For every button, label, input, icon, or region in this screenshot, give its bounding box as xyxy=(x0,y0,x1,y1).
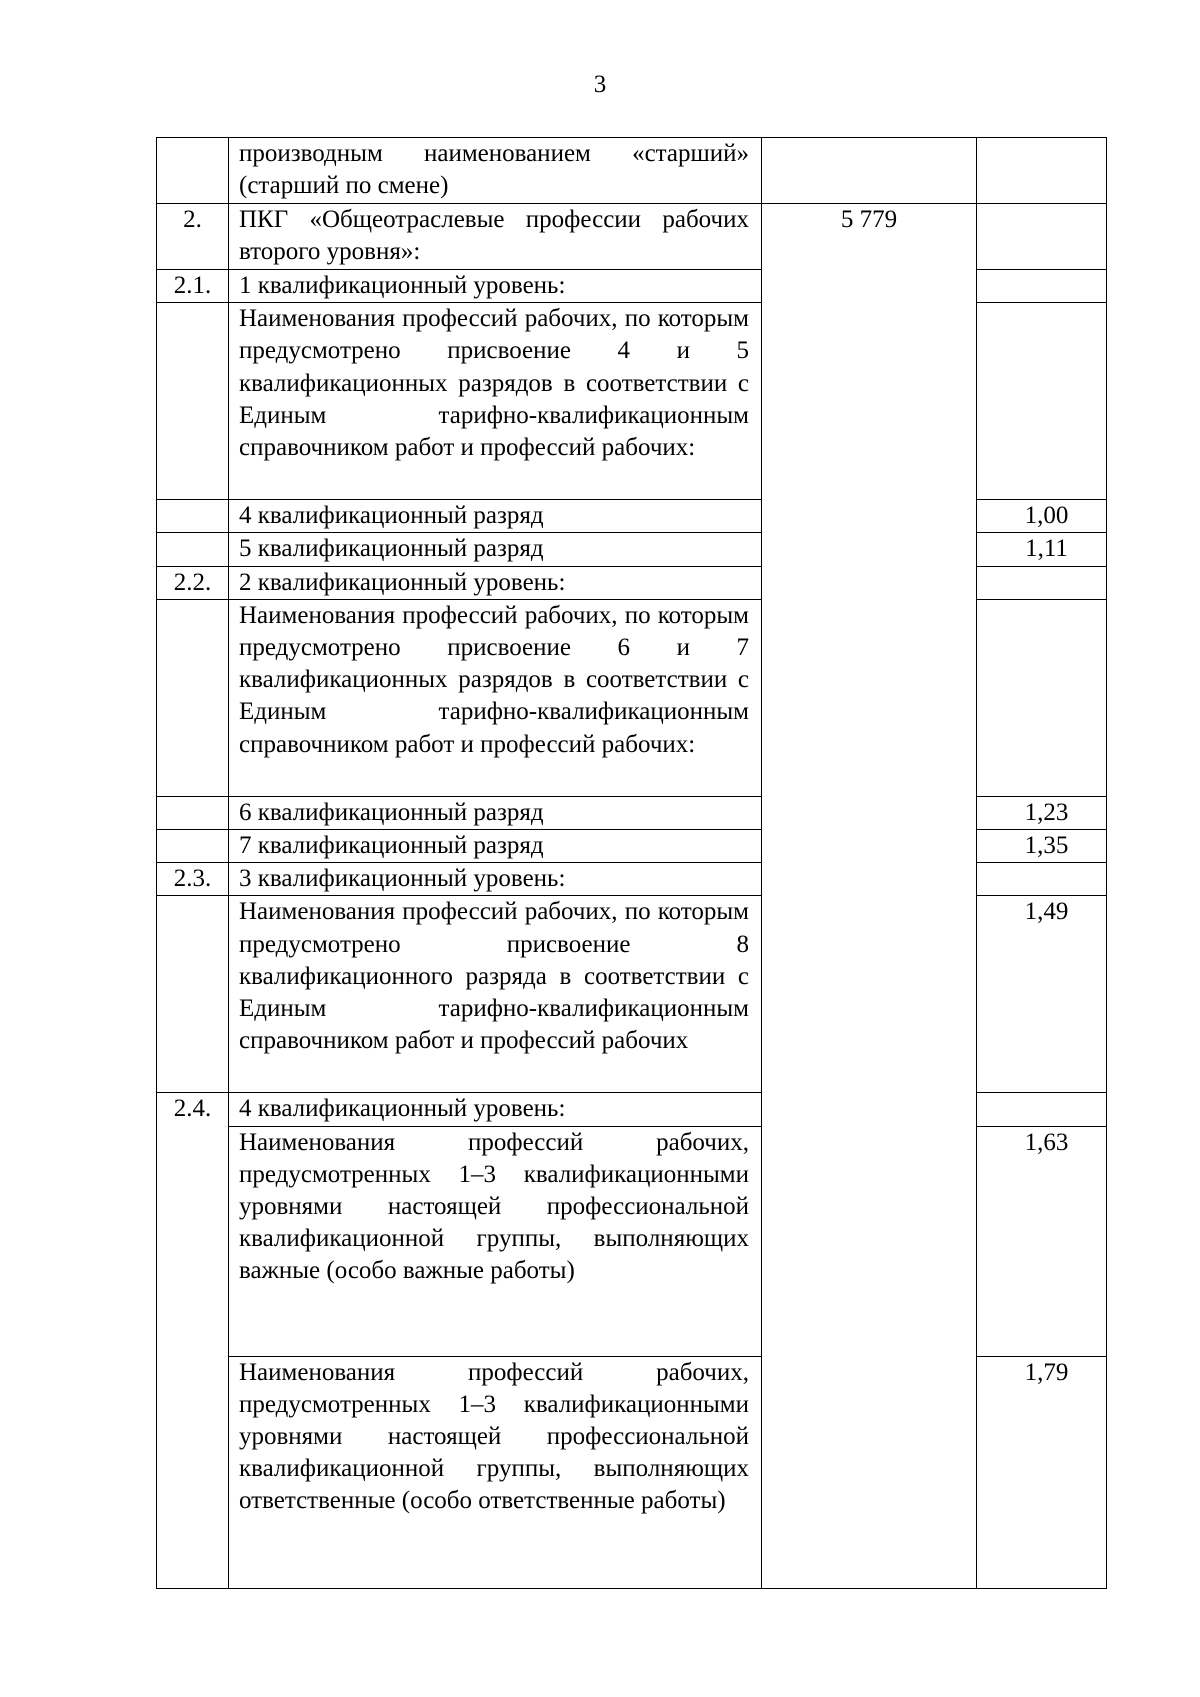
row-coefficient xyxy=(977,1093,1107,1126)
row-coefficient xyxy=(977,830,1107,863)
row-number xyxy=(157,303,229,500)
row-name: 4 квалификационный разряд xyxy=(229,500,762,533)
row-number xyxy=(157,830,229,863)
row-coefficient xyxy=(977,270,1107,303)
row-name: 3 квалификационный уровень: xyxy=(229,863,762,896)
coefficient-value: 1,63 xyxy=(1024,1128,1069,1156)
page-number: 3 xyxy=(593,71,607,98)
row-coefficient xyxy=(977,138,1107,204)
row-number-text: 2.1. xyxy=(173,272,212,299)
row-number-text: 2.4. xyxy=(173,1095,212,1123)
row-name: Наименования профессий рабочих, по которым предусмотрено присвоение 4 и 5 квалификационных разрядов в соответствии с Единым тарифно-квалификационным справочником работ и профессий рабочих: xyxy=(229,303,762,500)
row-name: 6 квалификационный разряд xyxy=(229,796,762,829)
row-number-text: 2.2. xyxy=(173,568,212,596)
row-name: Наименования профессий рабочих, предусмотренных 1–3 квалификационными уровнями настоящей профессиональной квалификационной группы, выполняющих важные (особо важные работы) xyxy=(229,1126,762,1356)
row-coefficient xyxy=(977,1356,1107,1588)
row-number xyxy=(157,270,229,303)
salary-value: 5 779 xyxy=(840,206,898,233)
row-number xyxy=(157,863,229,896)
row-name: 7 квалификационный разряд xyxy=(229,830,762,863)
row-coefficient xyxy=(977,863,1107,896)
row-number xyxy=(157,533,229,566)
row-name: 1 квалификационный уровень: xyxy=(229,270,762,303)
row-name: ПКГ «Общеотраслевые профессии рабочих второго уровня»: xyxy=(229,204,762,270)
row-coefficient xyxy=(977,303,1107,500)
row-salary xyxy=(762,138,977,204)
qualification-table xyxy=(156,137,1107,1589)
row-coefficient xyxy=(977,204,1107,270)
row-number xyxy=(157,796,229,829)
row-number xyxy=(157,138,229,204)
row-coefficient xyxy=(977,566,1107,599)
row-name: Наименования профессий рабочих, предусмотренных 1–3 квалификационными уровнями настоящей профессиональной квалификационной группы, выполняющих ответственные (особо ответственные работы) xyxy=(229,1356,762,1588)
coefficient-value: 1,35 xyxy=(1024,832,1069,860)
row-coefficient xyxy=(977,599,1107,796)
row-number xyxy=(157,1093,229,1588)
coefficient-value: 1,11 xyxy=(1025,535,1068,563)
row-number-text: 2.3. xyxy=(173,865,212,893)
row-coefficient xyxy=(977,796,1107,829)
row-salary xyxy=(762,204,977,1589)
row-coefficient xyxy=(977,533,1107,566)
row-name: Наименования профессий рабочих, по которым предусмотрено присвоение 6 и 7 квалификационных разрядов в соответствии с Единым тарифно-квалификационным справочником работ и профессий рабочих: xyxy=(229,599,762,796)
row-coefficient xyxy=(977,896,1107,1093)
coefficient-value: 1,00 xyxy=(1024,502,1069,530)
row-number xyxy=(157,896,229,1093)
row-number xyxy=(157,204,229,270)
row-number xyxy=(157,599,229,796)
coefficient-value: 1,49 xyxy=(1024,898,1069,926)
coefficient-value: 1,79 xyxy=(1024,1358,1069,1386)
row-number xyxy=(157,566,229,599)
row-name: 4 квалификационный уровень: xyxy=(229,1093,762,1126)
table-row xyxy=(157,138,1107,204)
row-coefficient xyxy=(977,500,1107,533)
row-name: 2 квалификационный уровень: xyxy=(229,566,762,599)
row-name: Наименования профессий рабочих, по которым предусмотрено присвоение 8 квалификационного разряда в соответствии с Единым тарифно-квалификационным справочником работ и профессий рабочих xyxy=(229,896,762,1093)
row-number-text: 2. xyxy=(183,206,202,233)
coefficient-value: 1,23 xyxy=(1024,798,1069,826)
row-coefficient xyxy=(977,1126,1107,1356)
row-number xyxy=(157,500,229,533)
row-name: 5 квалификационный разряд xyxy=(229,533,762,566)
row-name: производным наименованием «старший» (старший по смене) xyxy=(229,138,762,204)
table-row xyxy=(157,204,1107,270)
